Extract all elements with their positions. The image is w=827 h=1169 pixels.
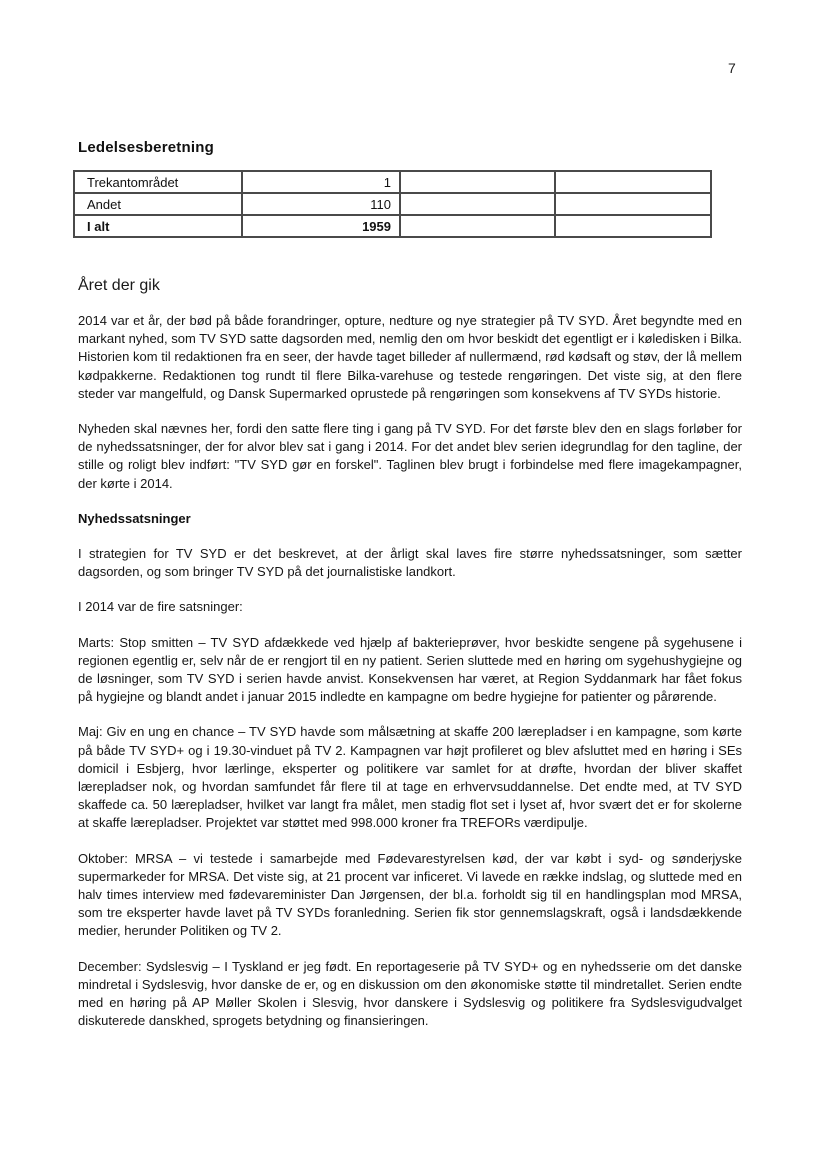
paragraph-year-review-2: Nyheden skal nævnes her, fordi den satte flere ting i gang på TV SYD. For det første blev den en slags forløber for de nyhedssatsninger, der for alvor blev sat i gang i 2014. For det andet blev serien idegrundlag for den tagline, der stille og roligt blev indført: "TV SYD gør en forskel". Taglinen blev brugt i forbindelse med flere imagekampagner, der kørte i 2014. — [78, 421, 742, 491]
table-row — [74, 171, 711, 193]
table-row-total — [74, 215, 711, 237]
paragraph-news-intro-1: I strategien for TV SYD er det beskrevet, at der årligt skal laves fire større nyhedssatsninger, som sætter dagsorden, og som bringer TV SYD på det journalistiske landkort. — [78, 546, 742, 580]
empty-cell — [555, 193, 711, 215]
empty-cell — [400, 215, 555, 237]
subsection-heading-news-initiatives: Nyhedssatsninger — [78, 510, 191, 526]
viewer-statistics-table — [73, 170, 712, 238]
empty-cell — [555, 215, 711, 237]
row-value: 1959 — [242, 215, 400, 237]
row-label: I alt — [74, 215, 242, 237]
paragraph-year-review-1: 2014 var et år, der bød på både forandringer, opture, nedture og nye strategier på TV SYD. Året begyndte med en markant nyhed, som TV SYD satte dagsorden med, nemlig den om hvor beskidt det egentligt er i køledisken i Bilka. Historien kom til redaktionen fra en seer, der havde taget billeder af nullermænd, rød kødsaft og støv, der lå mellem kødpakkerne. Redaktionen tog rundt til flere Bilka-varehuse og testede rengøringen. Det viste sig, at den flere steder var mangelfuld, og Dansk Supermarked oprustede på rengøringen som konsekvens af TV SYDs historie. — [78, 313, 742, 401]
paragraph-initiative-maj: Maj: Giv en ung en chance – TV SYD havde som målsætning at skaffe 200 lærepladser i en kampagne, som kørte på både TV SYD+ og i 19.30-vinduet på TV 2. Kampagnen var højt profileret og blev afsluttet med en høring i SEs domicil i Esbjerg, hvor lærlinge, eksperter og politikere var samlet for at drøfte, hvordan der bliver skaffet lærepladser nok, og hvordan samfundet får flere til at tage en erhvervsuddannelse. Det endte med, at TV SYD skaffede ca. 50 lærepladser, hvilket var langt fra målet, men stadig flot set i lyset af, hvor svært det er for skolerne at skaffe lærepladser. Projektet var støttet med 998.000 kroner fra TREFORs værdipulje. — [78, 724, 742, 831]
paragraph-initiative-oktober: Oktober: MRSA – vi testede i samarbejde med Fødevarestyrelsen kød, der var købt i syd- og sønderjyske supermarkeder for MRSA. Det viste sig, at 21 procent var inficeret. Vi lavede en række indslag, og sluttede med en halv times interview med fødevareminister Dan Jørgensen, der bl.a. forholdt sig til en handlingsplan mod MRSA, som tre eksperter havde lavet på TV SYDs foranledning. Serien fik stor gennemslagskraft, også i landsdækkende medier, herunder Politiken og TV 2. — [78, 850, 742, 939]
table-row — [74, 193, 711, 215]
document-title: Ledelsesberetning — [78, 139, 214, 156]
row-label: Trekantområdet — [74, 171, 242, 193]
row-label: Andet — [74, 193, 242, 215]
body-text — [78, 276, 742, 1031]
page-number: 7 — [728, 60, 736, 76]
paragraph-initiative-december: December: Sydslesvig – I Tyskland er jeg født. En reportageserie på TV SYD+ og en nyhedsserie om det danske mindretal i Sydslesvig, hvor danske de er, og en diskussion om den økonomiske støtte til mindretallet. Serien endte med en høring på AP Møller Skolen i Slesvig, hvor danskere i Sydslesvig og politikere fra Sydslesvigudvalget diskuterede danskhed, sprogets betydning og finansieringen. — [78, 958, 742, 1029]
empty-cell — [400, 193, 555, 215]
empty-cell — [555, 171, 711, 193]
section-heading-year-review: Året der gik — [78, 277, 160, 294]
row-value: 1 — [242, 171, 400, 193]
paragraph-initiative-marts: Marts: Stop smitten – TV SYD afdækkede ved hjælp af bakterieprøver, hvor beskidte sengene på sygehusene i regionen egentlig er, selv når de er rengjort til en ny patient. Serien sluttede med en høring om sygehushygiejne og de løsninger, som TV SYD i serien havde anvist. Konsekvensen har været, at Region Syddanmark har fået fokus på hygiejne og blandt andet i januar 2015 indledte en kampagne om bedre hygiejne for patienter og pårørende. — [78, 634, 742, 705]
empty-cell — [400, 171, 555, 193]
row-value: 110 — [242, 193, 400, 215]
paragraph-news-intro-2: I 2014 var de fire satsninger: — [78, 599, 243, 615]
